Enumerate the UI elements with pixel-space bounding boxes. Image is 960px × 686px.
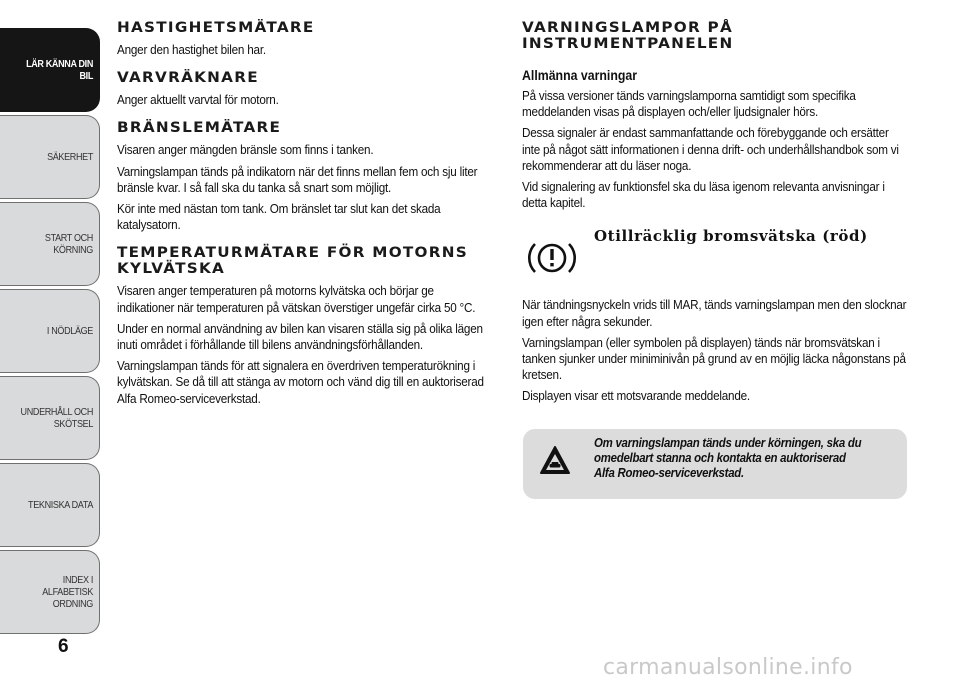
paragraph: Varningslampan tänds på indikatorn när det finns mellan fem och sju liter bränsle kvar. I så fall ska du tanka så snart som möjligt. [117,163,478,195]
tab-sakerhet[interactable]: SÄKERHET [0,115,100,199]
paragraph: Anger den hastighet bilen har. [117,42,266,57]
brake-warning-icon [524,237,580,279]
subheading: Allmänna varningar [522,67,638,83]
paragraph: Anger aktuellt varvtal för motorn. [117,92,279,108]
section-heading: TEMPERATURMÄTARE FÖR MOTORNS KYLVÄTSKA [117,245,468,278]
notice-text: Om varningslampan tänds under körningen, ska du omedelbart stanna och kontakta en auktoriserad Alfa Romeo-serviceverkstad. [594,434,862,480]
tab-start-och-korning[interactable]: START OCH KÖRNING [0,202,100,286]
section-heading: HASTIGHETSMÄTARE [117,20,315,36]
paragraph: Displayen visar ett motsvarande meddelande. [522,388,750,404]
paragraph: Visaren anger mängden bränsle som finns i tanken. [117,142,374,158]
watermark: carmanualsonline.info [603,655,853,680]
tab-i-nodlage[interactable]: I NÖDLÄGE [0,289,100,373]
paragraph: Varningslampan tänds för att signalera en överdriven temperaturökning i kylvätskan. Se då till att stänga av motorn och vänd dig till en auktoriserad Alfa Romeo-serviceverkstad. [117,358,484,406]
section-heading: BRÄNSLEMÄTARE [117,120,282,137]
paragraph: Visaren anger temperaturen på motorns kylvätska och börjar ge indikationer när temperaturen på vätskan överstiger ungefär cirka 50 °C. [117,283,476,315]
paragraph: Under en normal användning av bilen kan visaren ställa sig på olika lägen inuti området i förhållande till bilens användningsförhållanden. [117,320,483,353]
paragraph: Kör inte med nästan tom tank. Om bränslet tar slut kan det skada katalysatorn. [117,201,441,233]
paragraph: När tändningsnyckeln vrids till MAR, tänds varningslampan men den slocknar igen efter några sekunder. [522,297,907,329]
paragraph: Vid signalering av funktionsfel ska du läsa igenom relevanta anvisningar i detta kapitel. [522,179,885,211]
brake-fluid-warning-header [522,225,910,295]
section-speedometer [117,20,495,58]
tab-lar-kanna-din-bil[interactable]: LÄR KÄNNA DIN BIL [0,28,100,112]
left-column [117,20,495,419]
right-column [522,20,910,499]
tab-underhall-och-skotsel[interactable]: UNDERHÅLL OCH SKÖTSEL [0,376,100,460]
tab-index[interactable]: INDEX I ALFABETISK ORDNING [0,550,100,634]
section-fuel-gauge [117,120,495,233]
warning-title: Otillräcklig bromsvätska (röd) [594,227,868,246]
paragraph: Dessa signaler är endast sammanfattande och förebyggande och ersätter inte på något sätt informationen i denna drift- och underhållshandbok som vi rekommenderar att du läser noga. [522,125,899,173]
page-number: 6 [58,636,69,657]
section-tachometer [117,70,495,108]
section-coolant-temperature [117,245,495,406]
warning-notice-box [523,429,907,499]
car-warning-triangle-icon [539,445,571,475]
paragraph: Varningslampan (eller symbolen på displayen) tänds när bromsvätskan i tanken sjunker under miniminivån på grund av en möjlig läcka någonstans på kretsen. [522,334,906,383]
paragraph: På vissa versioner tänds varningslamporna samtidigt som specifika meddelanden visas på displayen och/eller ljudsignaler hörs. [522,88,856,120]
tab-tekniska-data[interactable]: TEKNISKA DATA [0,463,100,547]
section-heading: VARVRÄKNARE [117,70,259,87]
section-heading: VARNINGSLAMPOR PÅ INSTRUMENTPANELEN [522,20,734,52]
